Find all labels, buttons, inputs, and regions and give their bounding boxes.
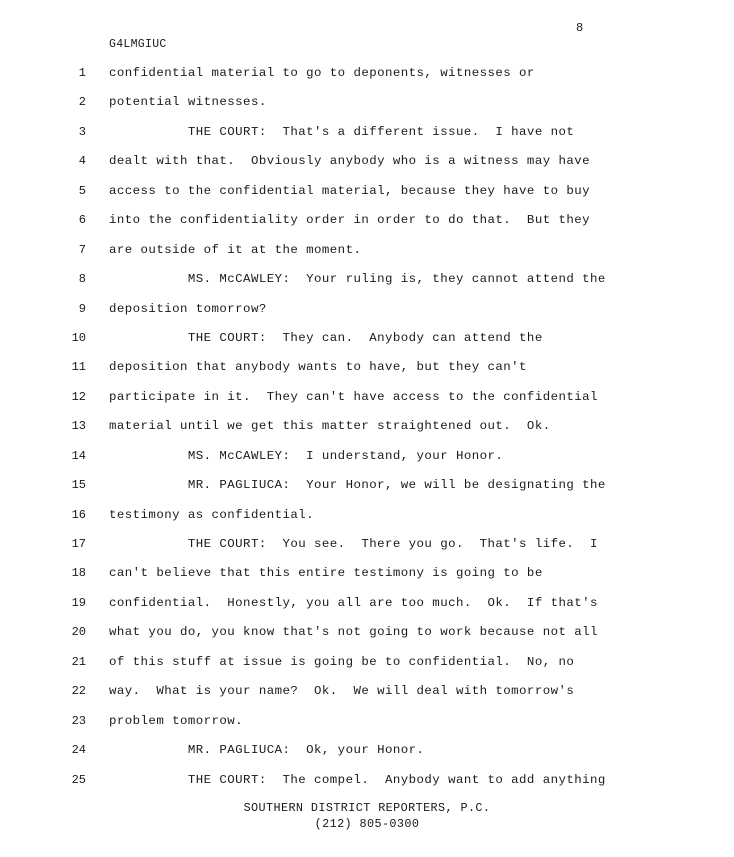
transcript-line xyxy=(0,536,734,565)
line-text: THE COURT: They can. Anybody can attend the xyxy=(109,330,543,345)
transcript-line xyxy=(0,124,734,153)
line-text: deposition tomorrow? xyxy=(109,301,267,316)
transcript-line xyxy=(0,507,734,536)
reporter-phone: (212) 805-0300 xyxy=(314,817,420,831)
line-number: 13 xyxy=(71,419,86,434)
line-number: 17 xyxy=(71,537,86,551)
line-text: MS. McCAWLEY: I understand, your Honor. xyxy=(109,448,504,463)
line-number: 7 xyxy=(78,242,86,257)
line-number: 5 xyxy=(78,183,86,198)
line-number: 14 xyxy=(71,448,86,463)
line-text: material until we get this matter straightened out. Ok. xyxy=(109,419,551,434)
line-text: problem tomorrow. xyxy=(109,713,244,728)
line-text: confidential. Honestly, you all are too much. Ok. If that's xyxy=(109,595,598,610)
line-number: 23 xyxy=(71,713,86,728)
line-text: access to the confidential material, because they have to buy xyxy=(109,183,591,198)
line-number: 4 xyxy=(78,154,86,169)
line-number: 8 xyxy=(78,272,86,287)
line-text: into the confidentiality order in order to do that. But they xyxy=(109,213,591,228)
line-text: of this stuff at issue is going be to confidential. No, no xyxy=(109,654,575,669)
line-text: THE COURT: The compel. Anybody want to add anything xyxy=(109,772,606,787)
transcript-line xyxy=(0,772,734,801)
transcript-line xyxy=(0,477,734,506)
transcript-line xyxy=(0,94,734,123)
transcript-line xyxy=(0,242,734,271)
line-number: 15 xyxy=(71,478,86,493)
line-number: 21 xyxy=(71,654,86,669)
line-number: 3 xyxy=(78,124,86,139)
line-text: participate in it. They can't have access to the confidential xyxy=(109,389,598,404)
line-number: 11 xyxy=(71,360,86,375)
transcript-line xyxy=(0,624,734,653)
line-number: 16 xyxy=(71,507,86,522)
footer xyxy=(0,800,734,832)
line-number: 19 xyxy=(71,595,86,610)
line-number: 22 xyxy=(71,684,86,699)
line-text: dealt with that. Obviously anybody who is a witness may have xyxy=(109,154,591,169)
line-text: MS. McCAWLEY: Your ruling is, they cannot attend the xyxy=(109,272,606,287)
line-text: testimony as confidential. xyxy=(109,507,315,522)
line-text: what you do, you know that's not going to work because not all xyxy=(109,625,598,640)
transcript-line xyxy=(0,212,734,241)
transcript-line xyxy=(0,271,734,300)
page-number: 8 xyxy=(576,21,584,35)
line-text: can't believe that this entire testimony is going to be xyxy=(109,566,543,581)
line-number: 20 xyxy=(71,625,86,640)
line-text: potential witnesses. xyxy=(109,95,267,110)
case-id: G4LMGIUC xyxy=(109,38,167,51)
line-text: THE COURT: You see. There you go. That's life. I xyxy=(109,537,598,551)
transcript-line xyxy=(0,418,734,447)
reporter-name: SOUTHERN DISTRICT REPORTERS, P.C. xyxy=(243,801,491,815)
line-text: MR. PAGLIUCA: Ok, your Honor. xyxy=(109,743,425,758)
transcript-line xyxy=(0,183,734,212)
line-text: confidential material to go to deponents, witnesses or xyxy=(109,66,535,80)
transcript-line xyxy=(0,301,734,330)
transcript-line xyxy=(0,683,734,712)
line-number: 2 xyxy=(78,95,86,110)
line-number: 12 xyxy=(71,389,86,404)
transcript-line xyxy=(0,448,734,477)
transcript-line xyxy=(0,742,734,771)
transcript-line xyxy=(0,713,734,742)
line-text: way. What is your name? Ok. We will deal with tomorrow's xyxy=(109,684,575,699)
line-number: 1 xyxy=(78,66,86,80)
line-number: 9 xyxy=(78,301,86,316)
transcript-body xyxy=(0,65,734,801)
line-text: MR. PAGLIUCA: Your Honor, we will be designating the xyxy=(109,478,606,493)
transcript-line xyxy=(0,153,734,182)
line-number: 24 xyxy=(71,743,86,758)
line-number: 6 xyxy=(78,213,86,228)
line-number: 25 xyxy=(71,772,86,787)
line-number: 10 xyxy=(71,330,86,345)
transcript-line xyxy=(0,389,734,418)
transcript-line xyxy=(0,359,734,388)
transcript-line xyxy=(0,330,734,359)
transcript-line xyxy=(0,65,734,94)
transcript-line xyxy=(0,565,734,594)
line-text: deposition that anybody wants to have, but they can't xyxy=(109,360,527,375)
transcript-line xyxy=(0,654,734,683)
transcript-line xyxy=(0,595,734,624)
line-number: 18 xyxy=(71,566,86,581)
line-text: are outside of it at the moment. xyxy=(109,242,362,257)
line-text: THE COURT: That's a different issue. I have not xyxy=(109,124,575,139)
